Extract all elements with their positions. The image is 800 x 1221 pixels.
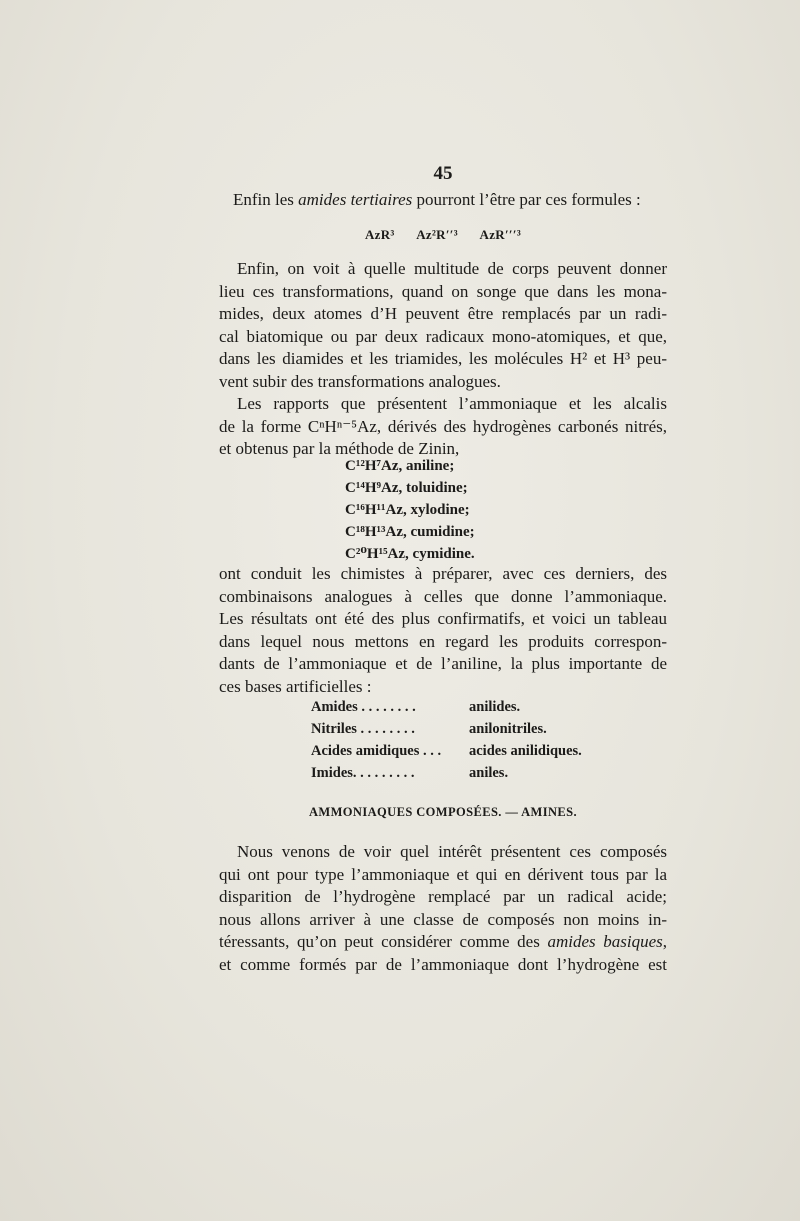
- italic-term: amides basiques: [547, 932, 663, 952]
- line-suffix: ,: [662, 932, 667, 952]
- paragraph-results: [219, 563, 667, 699]
- text-line: combinaisons analogues à celles que donne l’ammoniaque.: [219, 586, 667, 606]
- table-row: [311, 696, 582, 718]
- intro-suffix: pourront l’être par ces formules :: [412, 190, 641, 209]
- intro-line: [219, 189, 667, 212]
- list-item: C¹⁸H¹³Az, cumidine;: [345, 524, 475, 540]
- table-cell-aniline: anilides.: [469, 699, 521, 715]
- intro-prefix: Enfin les: [233, 190, 299, 209]
- formula: AzR³: [364, 227, 395, 242]
- table-cell-ammonia: Imides. . . . . . . . .: [311, 765, 415, 781]
- list-item: C¹⁶H¹¹Az, xylodine;: [345, 502, 470, 518]
- comparison-table: [311, 696, 582, 784]
- table-cell-ammonia: Amides . . . . . . . .: [311, 699, 416, 715]
- text-line: ces bases artificielles :: [219, 676, 372, 696]
- table-cell-ammonia: Acides amidiques . . .: [311, 743, 442, 759]
- text-line: Les rapports que présentent l’ammoniaque et les alcalis: [237, 394, 667, 413]
- table-cell-aniline: aniles.: [469, 765, 509, 781]
- page-number: 45: [433, 163, 453, 184]
- text-line: lieu ces transformations, quand on songe que dans les mona-: [219, 281, 667, 301]
- table-row: [311, 740, 582, 762]
- list-item: C¹⁴H⁹Az, toluidine;: [345, 480, 468, 496]
- intro-paragraph: [219, 189, 667, 212]
- text-line: de la forme CⁿHⁿ⁻⁵Az, dérivés des hydrogènes carbonés nitrés,: [219, 416, 667, 436]
- list-item: C²⁰H¹⁵Az, cymidine.: [345, 546, 475, 562]
- text-line: vent subir des transformations analogues.: [219, 371, 501, 391]
- table-row: [311, 762, 582, 784]
- paragraph-amines: [219, 841, 667, 977]
- text-line: et obtenus par la méthode de Zinin,: [219, 439, 460, 459]
- text-line: mides, deux atomes d’H peuvent être remplacés par un radi-: [219, 304, 667, 324]
- text-line: et comme formés par de l’ammoniaque dont l’hydrogène est: [219, 954, 667, 974]
- table-cell-aniline: acides anilidiques.: [469, 743, 582, 759]
- list-item: C¹²H⁷Az, aniline;: [345, 458, 455, 474]
- text-line: qui ont pour type l’ammoniaque et qui en dérivent tous par la: [219, 864, 667, 884]
- bases-list: [345, 455, 475, 565]
- text-line: [219, 931, 667, 954]
- text-line: cal biatomique ou par deux radicaux mono-atomiques, et que,: [219, 326, 667, 346]
- text-line: Les résultats ont été des plus confirmatifs, et voici un tableau: [219, 609, 667, 629]
- formula-row: [219, 227, 667, 243]
- paragraph-transformations: [219, 258, 667, 394]
- formula: Az²R′′³: [416, 227, 458, 242]
- text-line: disparition de l’hydrogène remplacé par un radical acide;: [219, 887, 667, 907]
- text-line: dans lequel nous mettons en regard les produits correspon-: [219, 631, 667, 651]
- paragraph-alcalis: [219, 393, 667, 461]
- line-prefix: téressants, qu’on peut considérer comme des: [219, 932, 548, 952]
- table-cell-ammonia: Nitriles . . . . . . . .: [311, 721, 415, 737]
- text-line: dants de l’ammoniaque et de l’aniline, la plus importante de: [219, 654, 667, 674]
- formula: AzR′′′³: [479, 227, 522, 242]
- table-row: [311, 718, 582, 740]
- section-heading: AMMONIAQUES COMPOSÉES. — AMINES.: [308, 805, 578, 819]
- intro-italic-term: amides tertiaires: [298, 190, 413, 209]
- text-line: Enfin, on voit à quelle multitude de corps peuvent donner: [237, 259, 667, 278]
- table-cell-aniline: anilonitriles.: [469, 721, 547, 737]
- text-line: ont conduit les chimistes à préparer, avec ces derniers, des: [219, 564, 667, 583]
- text-line: nous allons arriver à une classe de composés non moins in-: [219, 909, 667, 929]
- text-line: Nous venons de voir quel intérêt présentent ces composés: [237, 842, 667, 861]
- text-line: dans les diamides et les triamides, les molécules H² et H³ peu-: [219, 349, 667, 369]
